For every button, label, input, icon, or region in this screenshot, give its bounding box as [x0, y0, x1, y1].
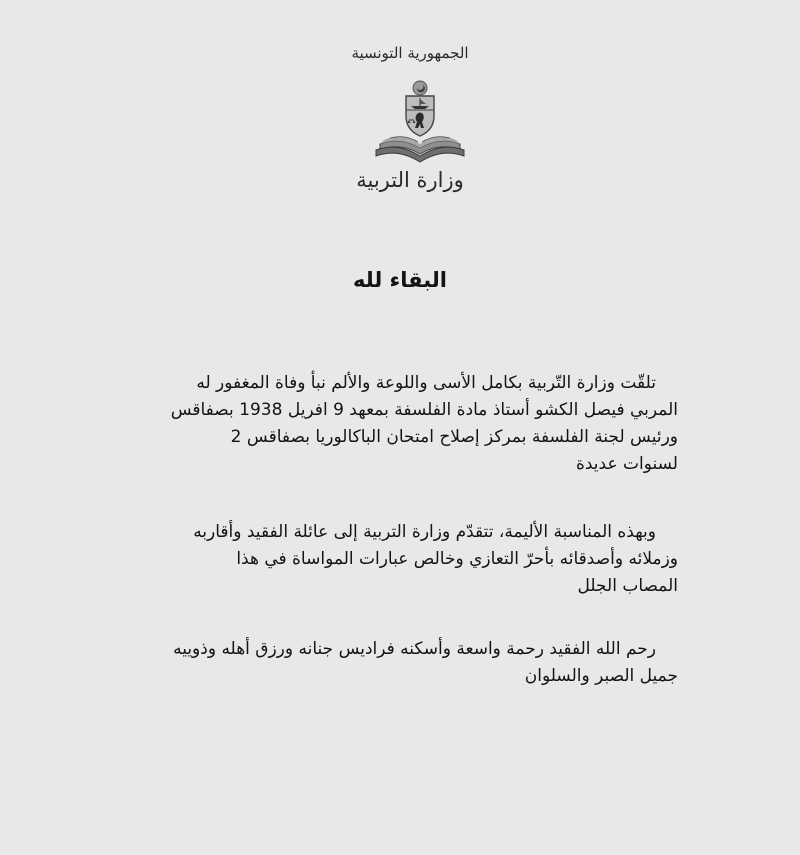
- paragraph-line: لسنوات عديدة: [575, 454, 678, 474]
- paragraph-line: وبهذه المناسبة الأليمة، تتقدّم وزارة التربية إلى عائلة الفقيد وأقاربه: [193, 522, 656, 542]
- paragraph-condolences: [113, 519, 678, 600]
- paragraph-line: وزملائه وأصدقائه بأحرّ التعازي وخالص عبارات المواساة في هذا: [236, 549, 678, 569]
- paragraph-announcement: [113, 370, 678, 478]
- paragraph-line: المصاب الجلل: [577, 576, 678, 596]
- ministry-name: وزارة التربية: [356, 168, 464, 192]
- paragraph-line: ورئيس لجنة الفلسفة بمركز إصلاح امتحان الباكالوريا بصفاقس 2: [230, 427, 678, 447]
- paragraph-line: تلقّت وزارة التّربية بكامل الأسى واللوعة والألم نبأ وفاة المغفور له: [196, 373, 656, 393]
- republic-name: الجمهورية التونسية: [351, 44, 469, 62]
- paragraph-line: رحم الله الفقيد رحمة واسعة وأسكنه فراديس جنانه ورزق أهله وذوييه: [173, 639, 656, 659]
- paragraph-line: المربي فيصل الكشو أستاذ مادة الفلسفة بمعهد 9 افريل 1938 بصفاقس: [170, 400, 678, 420]
- paragraph-prayer: [113, 636, 678, 690]
- paragraph-line: جميل الصبر والسلوان: [524, 666, 678, 686]
- document-title: البقاء لله: [353, 268, 447, 292]
- coat-of-arms-icon: [370, 78, 470, 170]
